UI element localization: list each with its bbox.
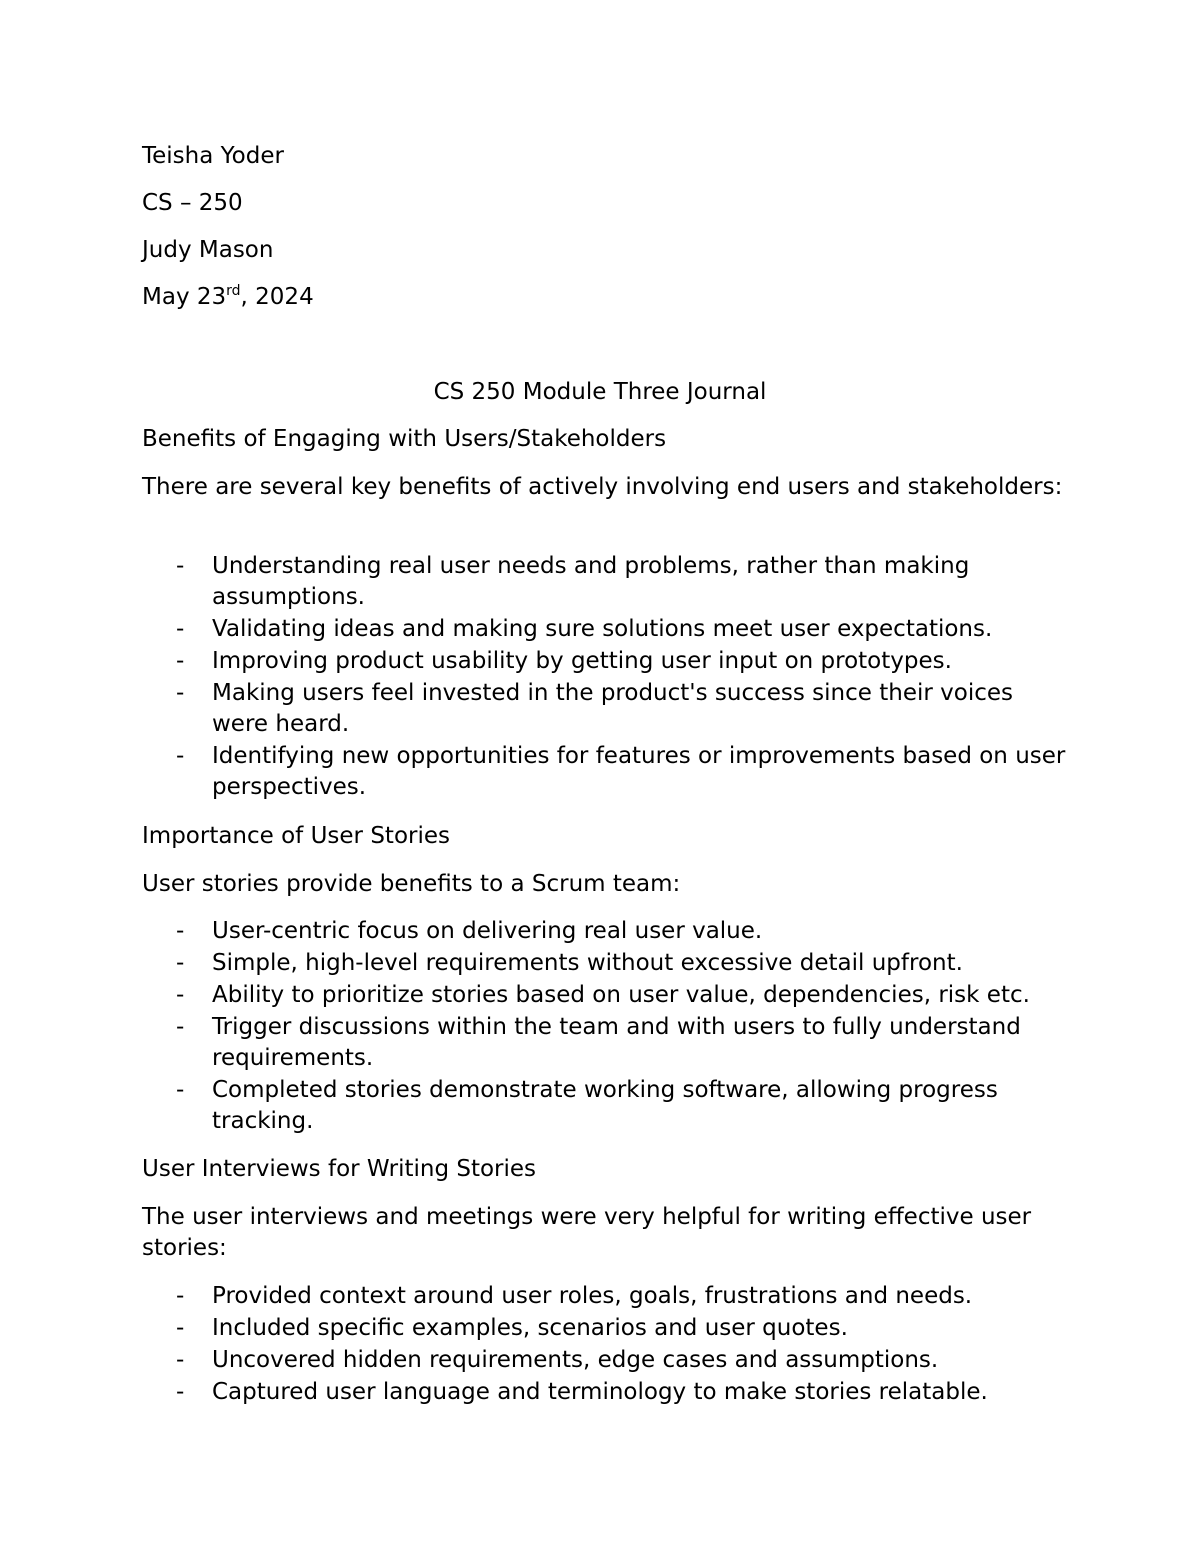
list-item-text: Identifying new opportunities for features or improvements based on user perspectives.	[212, 743, 1066, 800]
list-item	[142, 614, 1072, 645]
bullet-marker: -	[176, 553, 185, 579]
list-item	[142, 1075, 1072, 1137]
section-intro: User stories provide benefits to a Scrum team:	[142, 871, 681, 897]
bullet-marker: -	[176, 743, 185, 769]
list-item	[142, 551, 1072, 613]
list-item	[142, 1345, 1072, 1376]
bullet-list	[142, 916, 1072, 1138]
list-item-text: Simple, high-level requirements without excessive detail upfront.	[212, 950, 963, 976]
bullet-marker: -	[176, 616, 185, 642]
course-name: CS – 250	[142, 190, 243, 216]
bullet-list	[142, 1281, 1072, 1409]
section-heading: Importance of User Stories	[142, 823, 450, 849]
list-item-text: Making users feel invested in the product's success since their voices were heard.	[212, 680, 1013, 737]
list-item	[142, 741, 1072, 803]
section-intro: The user interviews and meetings were very helpful for writing effective user stories:	[142, 1204, 1032, 1261]
bullet-marker: -	[176, 1347, 185, 1373]
list-item	[142, 916, 1072, 947]
document-title: CS 250 Module Three Journal	[433, 379, 767, 405]
bullet-marker: -	[176, 1077, 185, 1103]
list-item	[142, 1377, 1072, 1408]
list-item	[142, 1313, 1072, 1344]
bullet-marker: -	[176, 1283, 185, 1309]
list-item-text: Completed stories demonstrate working software, allowing progress tracking.	[212, 1077, 998, 1134]
list-item-text: Improving product usability by getting user input on prototypes.	[212, 648, 952, 674]
list-item-text: Uncovered hidden requirements, edge cases and assumptions.	[212, 1347, 939, 1373]
bullet-marker: -	[176, 950, 185, 976]
document-date	[142, 282, 314, 312]
list-item-text: Trigger discussions within the team and with users to fully understand requirements.	[212, 1014, 1021, 1071]
bullet-marker: -	[176, 1014, 185, 1040]
author-name: Teisha Yoder	[142, 143, 284, 169]
section-heading: Benefits of Engaging with Users/Stakeholders	[142, 426, 667, 452]
bullet-list	[142, 551, 1072, 804]
list-item-text: Ability to prioritize stories based on user value, dependencies, risk etc.	[212, 982, 1030, 1008]
section-intro: There are several key benefits of actively involving end users and stakeholders:	[142, 474, 1063, 500]
list-item	[142, 1012, 1072, 1074]
section-heading: User Interviews for Writing Stories	[142, 1156, 537, 1182]
list-item-text: Provided context around user roles, goals, frustrations and needs.	[212, 1283, 973, 1309]
bullet-marker: -	[176, 1379, 185, 1405]
list-item-text: User-centric focus on delivering real user value.	[212, 918, 763, 944]
bullet-marker: -	[176, 982, 185, 1008]
list-item-text: Captured user language and terminology to make stories relatable.	[212, 1379, 988, 1405]
list-item	[142, 948, 1072, 979]
bullet-marker: -	[176, 680, 185, 706]
instructor-name: Judy Mason	[142, 237, 274, 263]
list-item-text: Included specific examples, scenarios and user quotes.	[212, 1315, 848, 1341]
list-item-text: Validating ideas and making sure solutions meet user expectations.	[212, 616, 993, 642]
list-item	[142, 980, 1072, 1011]
list-item	[142, 678, 1072, 740]
list-item	[142, 1281, 1072, 1312]
list-item-text: Understanding real user needs and problems, rather than making assumptions.	[212, 553, 970, 610]
bullet-marker: -	[176, 648, 185, 674]
date-ordinal: rd	[226, 283, 241, 299]
list-item	[142, 646, 1072, 677]
bullet-marker: -	[176, 1315, 185, 1341]
date-prefix: May 23	[142, 284, 227, 310]
bullet-marker: -	[176, 918, 185, 944]
date-suffix: , 2024	[240, 284, 314, 310]
